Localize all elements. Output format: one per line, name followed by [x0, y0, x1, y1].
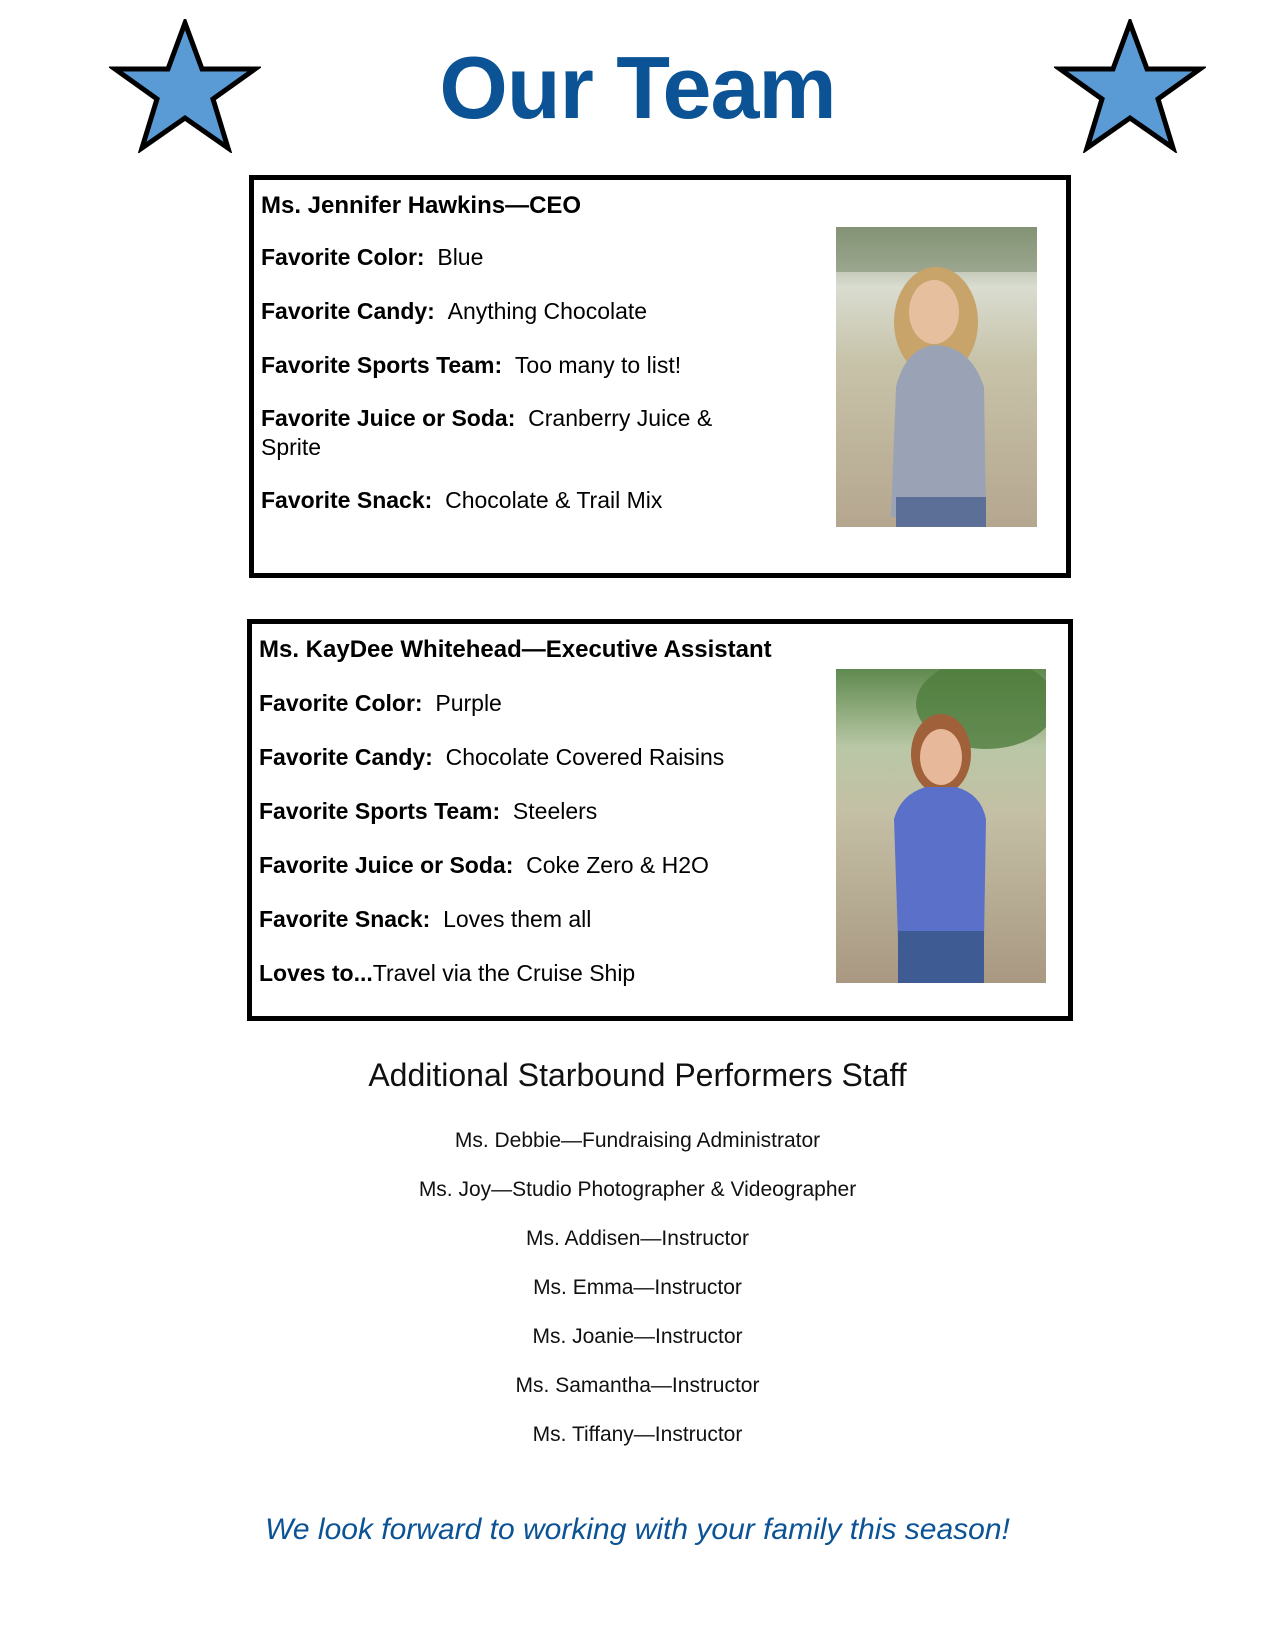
- staff-member: Ms. Emma—Instructor: [533, 1276, 742, 1299]
- portrait-photo: [836, 227, 1037, 527]
- staff-member: Ms. Joy—Studio Photographer & Videographer: [418, 1178, 857, 1201]
- profile-name: Ms. KayDee Whitehead—Executive Assistant: [259, 636, 772, 663]
- field-label: Favorite Sports Team:: [259, 798, 501, 824]
- field-value: Too many to list!: [514, 352, 682, 378]
- page-title: Our Team: [439, 38, 836, 137]
- field-value: Purple: [435, 690, 502, 716]
- field-label: Favorite Juice or Soda:: [261, 405, 516, 431]
- field-label: Favorite Juice or Soda:: [259, 852, 514, 878]
- staff-member: Ms. Joanie—Instructor: [532, 1325, 743, 1348]
- profile-field: [259, 744, 819, 771]
- profile-field: [259, 690, 819, 717]
- portrait-photo: [836, 669, 1046, 983]
- profile-details: [261, 180, 821, 514]
- profile-name: Ms. Jennifer Hawkins—CEO: [261, 192, 582, 219]
- profile-card: [247, 619, 1073, 1021]
- profile-field: [261, 352, 821, 379]
- field-label: Favorite Snack:: [261, 487, 433, 513]
- profile-field: [259, 960, 819, 987]
- profile-field: [261, 298, 821, 325]
- field-value: Steelers: [512, 798, 598, 824]
- staff-section-title: Additional Starbound Performers Staff: [368, 1057, 907, 1093]
- field-label: Favorite Color:: [261, 244, 425, 270]
- field-value: Chocolate & Trail Mix: [445, 487, 663, 513]
- field-label: Favorite Candy:: [259, 744, 433, 770]
- field-value: Loves them all: [443, 906, 592, 932]
- profile-field: [259, 906, 819, 933]
- field-value: Anything Chocolate: [447, 298, 648, 324]
- profile-field: [259, 852, 819, 879]
- profile-field: [261, 487, 821, 514]
- field-value: Cranberry Juice & Sprite: [261, 405, 713, 460]
- profile-card: [249, 175, 1071, 578]
- field-label: Favorite Color:: [259, 690, 423, 716]
- staff-member: Ms. Addisen—Instructor: [526, 1227, 749, 1250]
- staff-member: Ms. Tiffany—Instructor: [532, 1423, 743, 1446]
- field-value: Blue: [437, 244, 484, 270]
- profile-details: [259, 624, 819, 987]
- profile-field: [261, 244, 821, 271]
- profile-field: [259, 798, 819, 825]
- staff-member: Ms. Samantha—Instructor: [515, 1374, 760, 1397]
- staff-member: Ms. Debbie—Fundraising Administrator: [454, 1129, 821, 1152]
- field-value: Chocolate Covered Raisins: [445, 744, 725, 770]
- field-value: Coke Zero & H2O: [526, 852, 709, 878]
- field-label: Favorite Candy:: [261, 298, 435, 324]
- field-label: Favorite Snack:: [259, 906, 431, 932]
- profile-field: [261, 404, 761, 462]
- staff-list: [0, 1116, 1275, 1459]
- field-label: Loves to...: [259, 960, 373, 986]
- field-label: Favorite Sports Team:: [261, 352, 503, 378]
- closing-tagline: We look forward to working with your family this season!: [265, 1513, 1010, 1546]
- field-value: Travel via the Cruise Ship: [372, 960, 636, 986]
